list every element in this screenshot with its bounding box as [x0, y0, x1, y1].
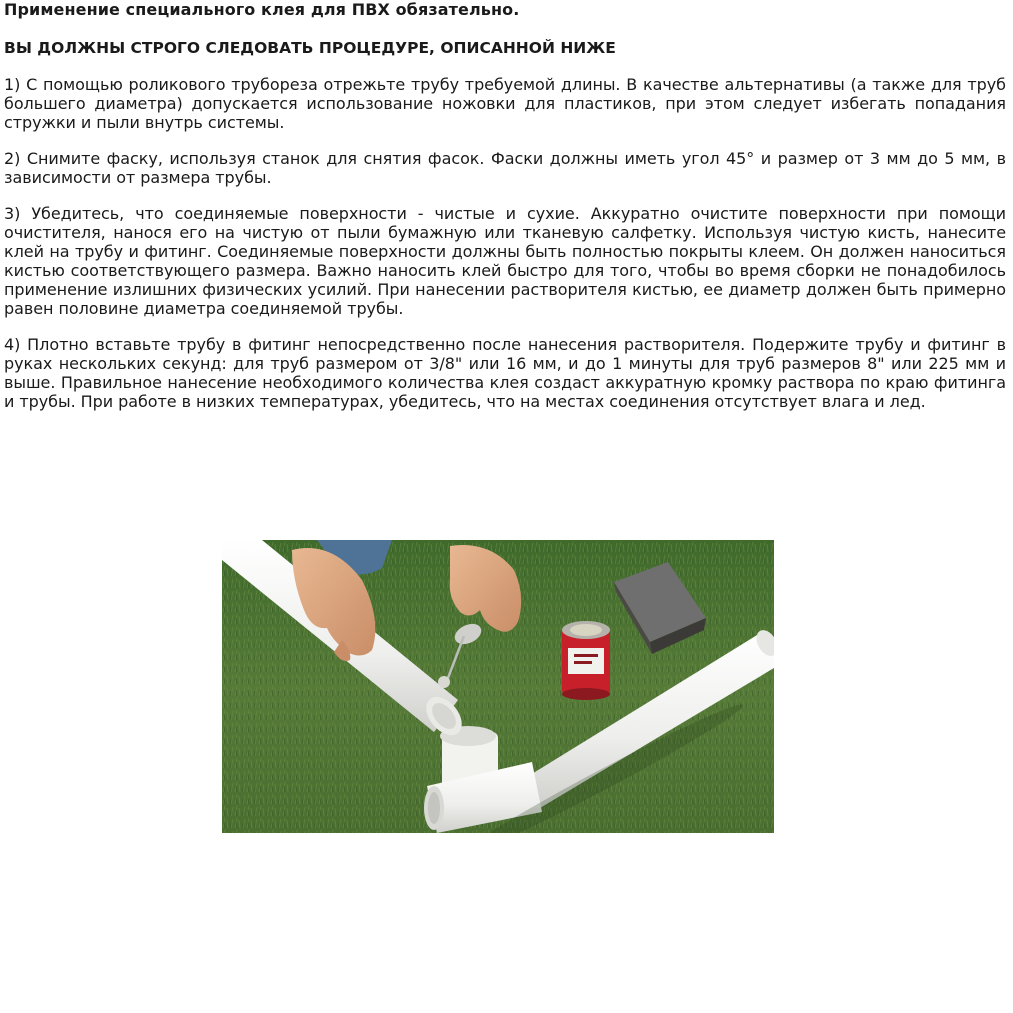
- document-title: Применение специального клея для ПВХ обязательно.: [4, 0, 520, 19]
- document: [4, 0, 1006, 411]
- document-subtitle: ВЫ ДОЛЖНЫ СТРОГО СЛЕДОВАТЬ ПРОЦЕДУРЕ, ОПИСАННОЙ НИЖЕ: [4, 39, 616, 57]
- paragraph-step-1: 1) С помощью роликового трубореза отрежьте трубу требуемой длины. В качестве альтернативы (а также для труб большего диаметра) допускается использование ножовки для пластиков, при этом следует избегать попадания стружки и пыли внутрь системы.: [4, 75, 1006, 132]
- paragraph-step-4: 4) Плотно вставьте трубу в фитинг непосредственно после нанесения растворителя. Подержите трубу и фитинг в руках нескольких секунд: для труб размером от 3/8" или 16 мм, и до 1 минуты для труб размеров 8" или 225 мм и выше. Правильное нанесение необходимого количества клея создаст аккуратную кромку раствора по краю фитинга и трубы. При работе в низких температурах, убедитесь, что на местах соединения отсутствует влага и лед.: [4, 335, 1006, 411]
- paragraph-step-2: 2) Снимите фаску, используя станок для снятия фасок. Фаски должны иметь угол 45° и размер от 3 мм до 5 мм, в зависимости от размера трубы.: [4, 149, 1006, 187]
- glue-can: [562, 621, 610, 700]
- photo-illustration: [222, 540, 774, 833]
- photo-gluing-pvc-pipe: [222, 540, 774, 833]
- paragraph-step-3: 3) Убедитесь, что соединяемые поверхности - чистые и сухие. Аккуратно очистите поверхности при помощи очистителя, нанося его на чистую от пыли бумажную или тканевую салфетку. Используя чистую кисть, нанесите клей на трубу и фитинг. Соединяемые поверхности должны быть полностью покрыты клеем. Он должен наноситься кистью соответствующего размера. Важно наносить клей быстро для того, чтобы во время сборки не понадобилось применение излишних физических усилий. При нанесении растворителя кистью, ее диаметр должен быть примерно равен половине диаметра соединяемой трубы.: [4, 204, 1006, 318]
